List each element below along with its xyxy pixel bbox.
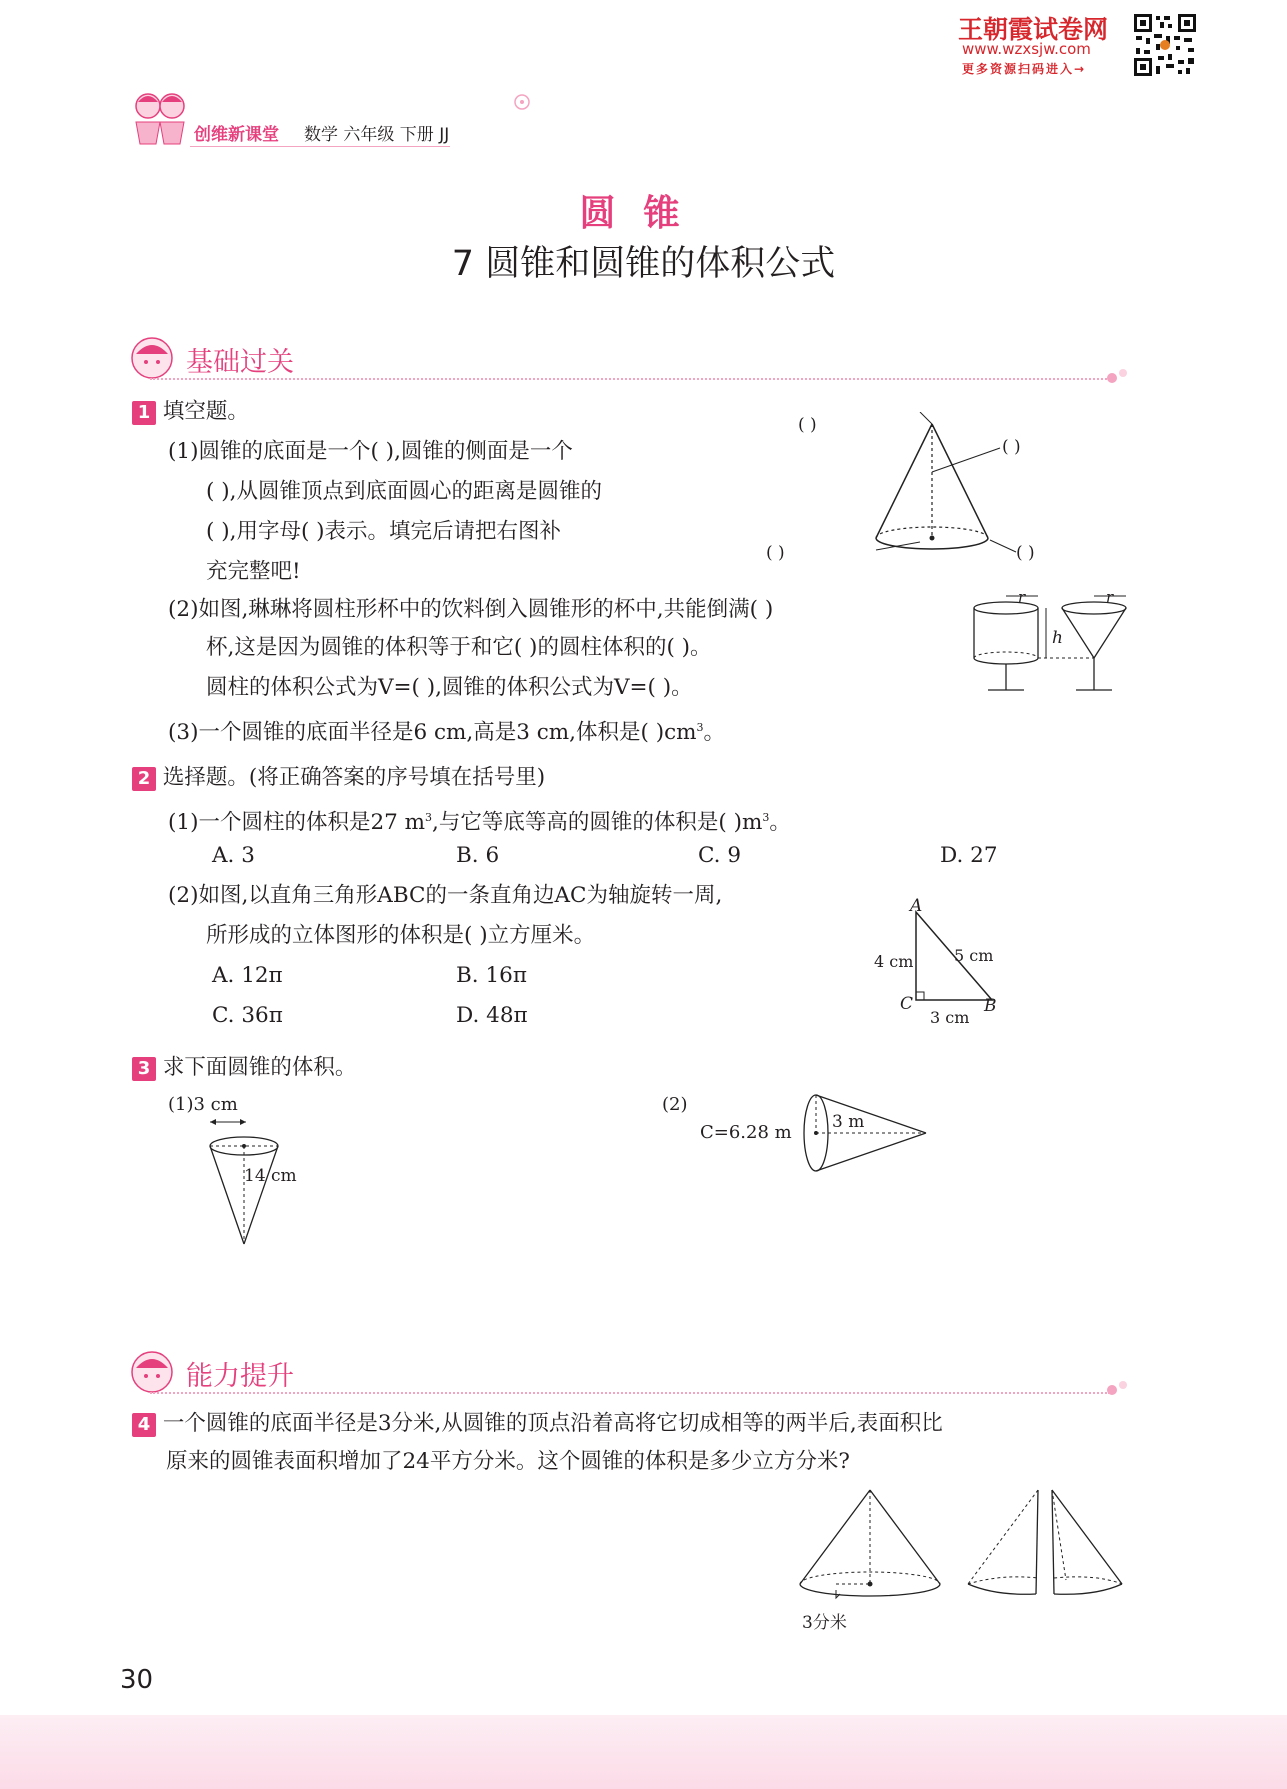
q2-part2-line1: (2)如图,以直角三角形ABC的一条直角边AC为轴旋转一周, [168,883,723,908]
footer-band [0,1715,1287,1789]
q3-cone2-circumference: C=6.28 m [700,1122,792,1143]
cone-label-radius: ( ) [1016,543,1035,563]
q2-p1-option-b: B. 6 [456,843,500,868]
question-number-3: 3 [132,1057,156,1081]
q1-part1-line4: 充完整吧! [206,559,301,584]
header-underline [190,146,450,147]
q2-part1: (1)一个圆柱的体积是27 $m^3$,与它等底等高的圆锥的体积是( )$m^3$。 [168,810,791,836]
page-number: 30 [120,1665,154,1695]
q2-p2-option-a: A. 12π [212,963,283,988]
triangle-vertex-c: C [900,994,914,1014]
q1-part3: (3)一个圆锥的底面半径是6 cm,高是3 cm,体积是( )$cm^3$。 [168,720,726,746]
q4-radius-label: 3分米 [802,1613,847,1633]
question-number-4: 4 [132,1413,156,1437]
q4-line2: 原来的圆锥表面积增加了24平方分米。这个圆锥的体积是多少立方分米? [166,1449,850,1474]
triangle-vertex-a: A [910,896,923,916]
q3-part2-label: (2) [662,1094,688,1115]
page-title: 圆锥 [579,193,708,234]
triangle-side-ab: 5 cm [954,946,994,965]
q1-part2-line3: 圆柱的体积公式为V=( ),圆锥的体积公式为V=( )。 [206,675,693,700]
q1-part2-line2: 杯,这是因为圆锥的体积等于和它( )的圆柱体积的( )。 [206,635,712,660]
section-mascot-icon-2 [128,1350,176,1396]
triangle-side-ac: 4 cm [874,952,914,971]
section-advanced-heading: 能力提升 [186,1361,294,1392]
cone-figure [860,412,1020,572]
section-basic-heading: 基础过关 [186,347,294,378]
q3-heading: 求下面圆锥的体积。 [162,1055,357,1080]
cartoon-kids-icon [126,88,198,152]
q1-part2-line1: (2)如图,琳琳将圆柱形杯中的饮料倒入圆锥形的杯中,共能倒满( ) [168,597,774,622]
q3-cone2-height: 3 m [832,1112,865,1132]
q2-p2-option-d: D. 48π [456,1003,528,1028]
q4-cones-figure [796,1486,1136,1604]
dots-icon [1106,364,1130,384]
brand-title: 王朝霞试卷网 [958,15,1109,44]
cone-label-apex: ( ) [798,415,817,435]
q4-line1: 一个圆锥的底面半径是3分米,从圆锥的顶点沿着高将它切成相等的两半后,表面积比 [162,1411,943,1436]
q3-cone2-figure [800,1090,930,1176]
q2-p2-option-b: B. 16π [456,963,527,988]
dots-icon-2 [1106,1376,1130,1396]
section-divider-2 [150,1392,1110,1394]
q2-p1-option-c: C. 9 [698,843,742,868]
triangle-side-cb: 3 cm [930,1008,970,1027]
cone-label-base: ( ) [766,543,785,563]
q3-part1-label: (1)3 cm [168,1094,238,1115]
q1-part1-line1: (1)圆锥的底面是一个( ),圆锥的侧面是一个 [168,439,573,464]
flower-icon [512,92,532,112]
q2-p1-option-d: D. 27 [940,843,998,868]
section-mascot-icon [128,336,176,382]
triangle-vertex-b: B [984,996,997,1016]
series-name: 创维新课堂 [194,125,279,145]
lesson-title: 7 圆锥和圆锥的体积公式 [451,244,836,284]
qr-code-icon[interactable] [1132,12,1198,78]
cup-height-label: h [1052,628,1063,648]
q2-heading: 选择题。(将正确答案的序号填在括号里) [162,765,546,790]
q2-part2-line2: 所形成的立体图形的体积是( )立方厘米。 [206,923,596,948]
cone-label-slant: ( ) [1002,437,1021,457]
subject-info: 数学 六年级 下册 JJ [304,125,450,145]
q1-heading: 填空题。 [162,399,249,424]
brand-more-text: 更多资源扫码进入→ [962,62,1087,76]
question-number-1: 1 [132,401,156,425]
q2-p1-option-a: A. 3 [212,843,255,868]
q1-part1-line2: ( ),从圆锥顶点到底面圆心的距离是圆锥的 [206,479,602,504]
brand-url[interactable]: www.wzxsjw.com [962,40,1091,58]
cup-radius-label-2: r [1106,588,1114,606]
question-number-2: 2 [132,767,156,791]
q3-cone1-height: 14 cm [244,1166,297,1186]
q2-p2-option-c: C. 36π [212,1003,283,1028]
q1-part1-line3: ( ),用字母( )表示。填完后请把右图补 [206,519,562,544]
section-divider [150,378,1110,380]
cup-radius-label-1: r [1018,588,1026,606]
